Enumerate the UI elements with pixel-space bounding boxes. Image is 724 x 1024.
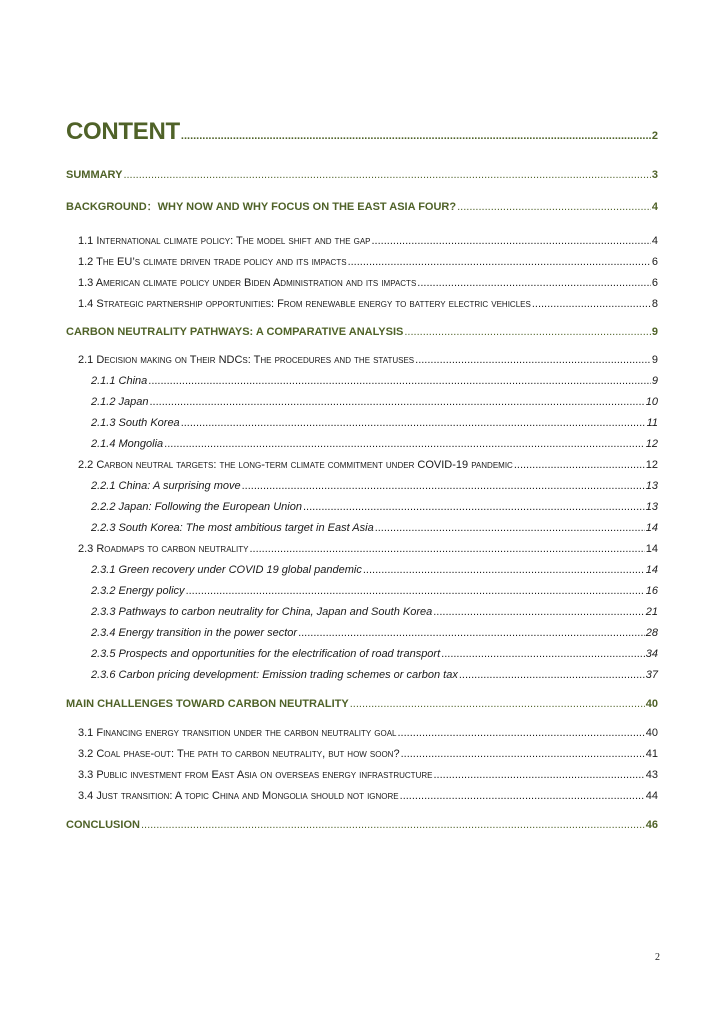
- page-number: 2: [655, 952, 660, 963]
- dot-leader: [186, 584, 645, 598]
- entry-page: 28: [645, 627, 658, 639]
- dot-leader: [372, 234, 651, 248]
- toc-entry-2-1-3[interactable]: [66, 416, 658, 430]
- entry-page: 14: [645, 564, 658, 576]
- toc-entry-challenges[interactable]: [66, 697, 658, 711]
- entry-label: 2.3 Roadmaps to carbon neutrality: [78, 543, 249, 555]
- dot-leader: [532, 297, 651, 311]
- dot-leader: [404, 325, 651, 339]
- entry-label: 1.4 Strategic partnership opportunities: From renewable energy to battery electric vehicles: [78, 298, 531, 310]
- toc-entry-2-1-1[interactable]: [66, 374, 658, 388]
- toc-entry-2-3-3[interactable]: [66, 605, 658, 619]
- entry-label: 3.2 Coal phase-out: The path to carbon neutrality, but how soon?: [78, 748, 400, 760]
- dot-leader: [433, 768, 644, 782]
- entry-page: 43: [645, 769, 658, 781]
- entry-page: 13: [645, 480, 658, 492]
- dot-leader: [415, 353, 651, 367]
- entry-label: 3.4 Just transition: A topic China and Mongolia should not ignore: [78, 790, 399, 802]
- toc-entry-2-2-3[interactable]: [66, 521, 658, 535]
- toc-entry-1-2[interactable]: [66, 255, 658, 269]
- entry-label: 2.1.1 China: [91, 375, 148, 387]
- dot-leader: [123, 168, 650, 182]
- entry-page: 10: [645, 396, 658, 408]
- entry-page: 6: [651, 277, 658, 289]
- toc-entry-2-3-1[interactable]: [66, 563, 658, 577]
- entry-label: 2.3.3 Pathways to carbon neutrality for China, Japan and South Korea: [91, 606, 433, 618]
- entry-label: 2.3.2 Energy policy: [91, 585, 185, 597]
- entry-label: CONCLUSION: [66, 819, 140, 831]
- toc-entry-2-2-2[interactable]: [66, 500, 658, 514]
- entry-label: 2.1.4 Mongolia: [91, 438, 164, 450]
- entry-label: 1.2 The EU’s climate driven trade policy and its impacts: [78, 256, 347, 268]
- toc-entry-2-1[interactable]: [66, 353, 658, 367]
- entry-page: 3: [651, 169, 658, 181]
- entry-label: 3.3 Public investment from East Asia on overseas energy infrastructure: [78, 769, 433, 781]
- entry-label: 1.1 International climate policy: The model shift and the gap: [78, 235, 371, 247]
- entry-page: 8: [651, 298, 658, 310]
- entry-page: 9: [651, 354, 658, 366]
- entry-page: 14: [645, 522, 658, 534]
- entry-label: SUMMARY: [66, 169, 123, 181]
- toc-entry-2-1-2[interactable]: [66, 395, 658, 409]
- dot-leader: [398, 726, 645, 740]
- entry-label: 2.1.3 South Korea: [91, 417, 180, 429]
- entry-label: 2.3.5 Prospects and opportunities for the electrification of road transport: [91, 648, 441, 660]
- dot-leader: [141, 818, 645, 832]
- entry-page: 6: [651, 256, 658, 268]
- entry-label: CARBON NEUTRALITY PATHWAYS: A COMPARATIVE ANALYSIS: [66, 326, 404, 338]
- entry-label: 1.3 American climate policy under Biden Administration and its impacts: [78, 277, 417, 289]
- entry-label: 2.2.2 Japan: Following the European Union: [91, 501, 302, 513]
- toc-entry-1-1[interactable]: [66, 234, 658, 248]
- toc-entry-2-3-4[interactable]: [66, 626, 658, 640]
- entry-page: 40: [645, 727, 658, 739]
- toc-entry-3-2[interactable]: [66, 747, 658, 761]
- dot-leader: [401, 747, 645, 761]
- entry-label: 2.1.2 Japan: [91, 396, 149, 408]
- dot-leader: [350, 697, 645, 711]
- dot-leader: [433, 605, 645, 619]
- toc-entry-2-1-4[interactable]: [66, 437, 658, 451]
- toc-entry-3-1[interactable]: [66, 726, 658, 740]
- dot-leader: [363, 563, 645, 577]
- entry-page: 9: [651, 375, 658, 387]
- entry-page: 37: [645, 669, 658, 681]
- toc-entry-conclusion[interactable]: [66, 818, 658, 832]
- entry-page: 16: [645, 585, 658, 597]
- dot-leader: [298, 626, 645, 640]
- dot-leader: [441, 647, 645, 661]
- toc-entry-pathways[interactable]: [66, 325, 658, 339]
- entry-page: 4: [651, 235, 658, 247]
- toc-entry-2-3-5[interactable]: [66, 647, 658, 661]
- entry-page: 13: [645, 501, 658, 513]
- dot-leader: [514, 458, 645, 472]
- toc-title-page: 2: [651, 130, 658, 142]
- dot-leader: [400, 789, 645, 803]
- entry-page: 46: [645, 819, 658, 831]
- entry-page: 12: [645, 438, 658, 450]
- toc-entry-2-3-2[interactable]: [66, 584, 658, 598]
- entry-label: 2.2.1 China: A surprising move: [91, 480, 241, 492]
- toc-entry-3-3[interactable]: [66, 768, 658, 782]
- entry-label: 2.1 Decision making on Their NDCs: The procedures and the statuses: [78, 354, 415, 366]
- entry-label: MAIN CHALLENGES TOWARD CARBON NEUTRALITY: [66, 698, 349, 710]
- dot-leader: [375, 521, 645, 535]
- entry-page: 9: [651, 326, 658, 338]
- dot-leader: [242, 479, 645, 493]
- entry-page: 11: [646, 417, 658, 429]
- toc-entry-background[interactable]: [66, 200, 658, 214]
- toc-entry-2-2[interactable]: [66, 458, 658, 472]
- entry-page: 40: [645, 698, 658, 710]
- entry-label: BACKGROUND：WHY NOW AND WHY FOCUS ON THE EAST ASIA FOUR?: [66, 201, 457, 213]
- entry-page: 44: [645, 790, 658, 802]
- entry-label: 3.1 Financing energy transition under the carbon neutrality goal: [78, 727, 397, 739]
- dot-leader: [181, 129, 651, 143]
- dot-leader: [164, 437, 645, 451]
- toc-entry-2-3[interactable]: [66, 542, 658, 556]
- dot-leader: [459, 668, 645, 682]
- toc-title-entry[interactable]: [66, 118, 658, 146]
- toc-title: CONTENT: [66, 118, 180, 145]
- toc-entry-1-3[interactable]: [66, 276, 658, 290]
- dot-leader: [249, 542, 644, 556]
- dot-leader: [303, 500, 645, 514]
- dot-leader: [457, 200, 651, 214]
- dot-leader: [348, 255, 651, 269]
- toc-entry-2-2-1[interactable]: [66, 479, 658, 493]
- entry-page: 34: [645, 648, 658, 660]
- entry-label: 2.2 Carbon neutral targets: the long-term climate commitment under COVID-19 pandemic: [78, 459, 513, 471]
- entry-page: 14: [645, 543, 658, 555]
- dot-leader: [417, 276, 651, 290]
- table-of-contents: [66, 118, 658, 832]
- entry-label: 2.3.6 Carbon pricing development: Emission trading schemes or carbon tax: [91, 669, 458, 681]
- toc-entry-1-4[interactable]: [66, 297, 658, 311]
- toc-entry-summary[interactable]: [66, 168, 658, 182]
- entry-label: 2.2.3 South Korea: The most ambitious target in East Asia: [91, 522, 374, 534]
- entry-page: 41: [645, 748, 658, 760]
- dot-leader: [181, 416, 646, 430]
- toc-entry-2-3-6[interactable]: [66, 668, 658, 682]
- entry-page: 4: [651, 201, 658, 213]
- entry-label: 2.3.4 Energy transition in the power sector: [91, 627, 298, 639]
- toc-entry-3-4[interactable]: [66, 789, 658, 803]
- entry-page: 12: [645, 459, 658, 471]
- entry-label: 2.3.1 Green recovery under COVID 19 global pandemic: [91, 564, 362, 576]
- entry-page: 21: [645, 606, 658, 618]
- dot-leader: [150, 395, 645, 409]
- dot-leader: [148, 374, 651, 388]
